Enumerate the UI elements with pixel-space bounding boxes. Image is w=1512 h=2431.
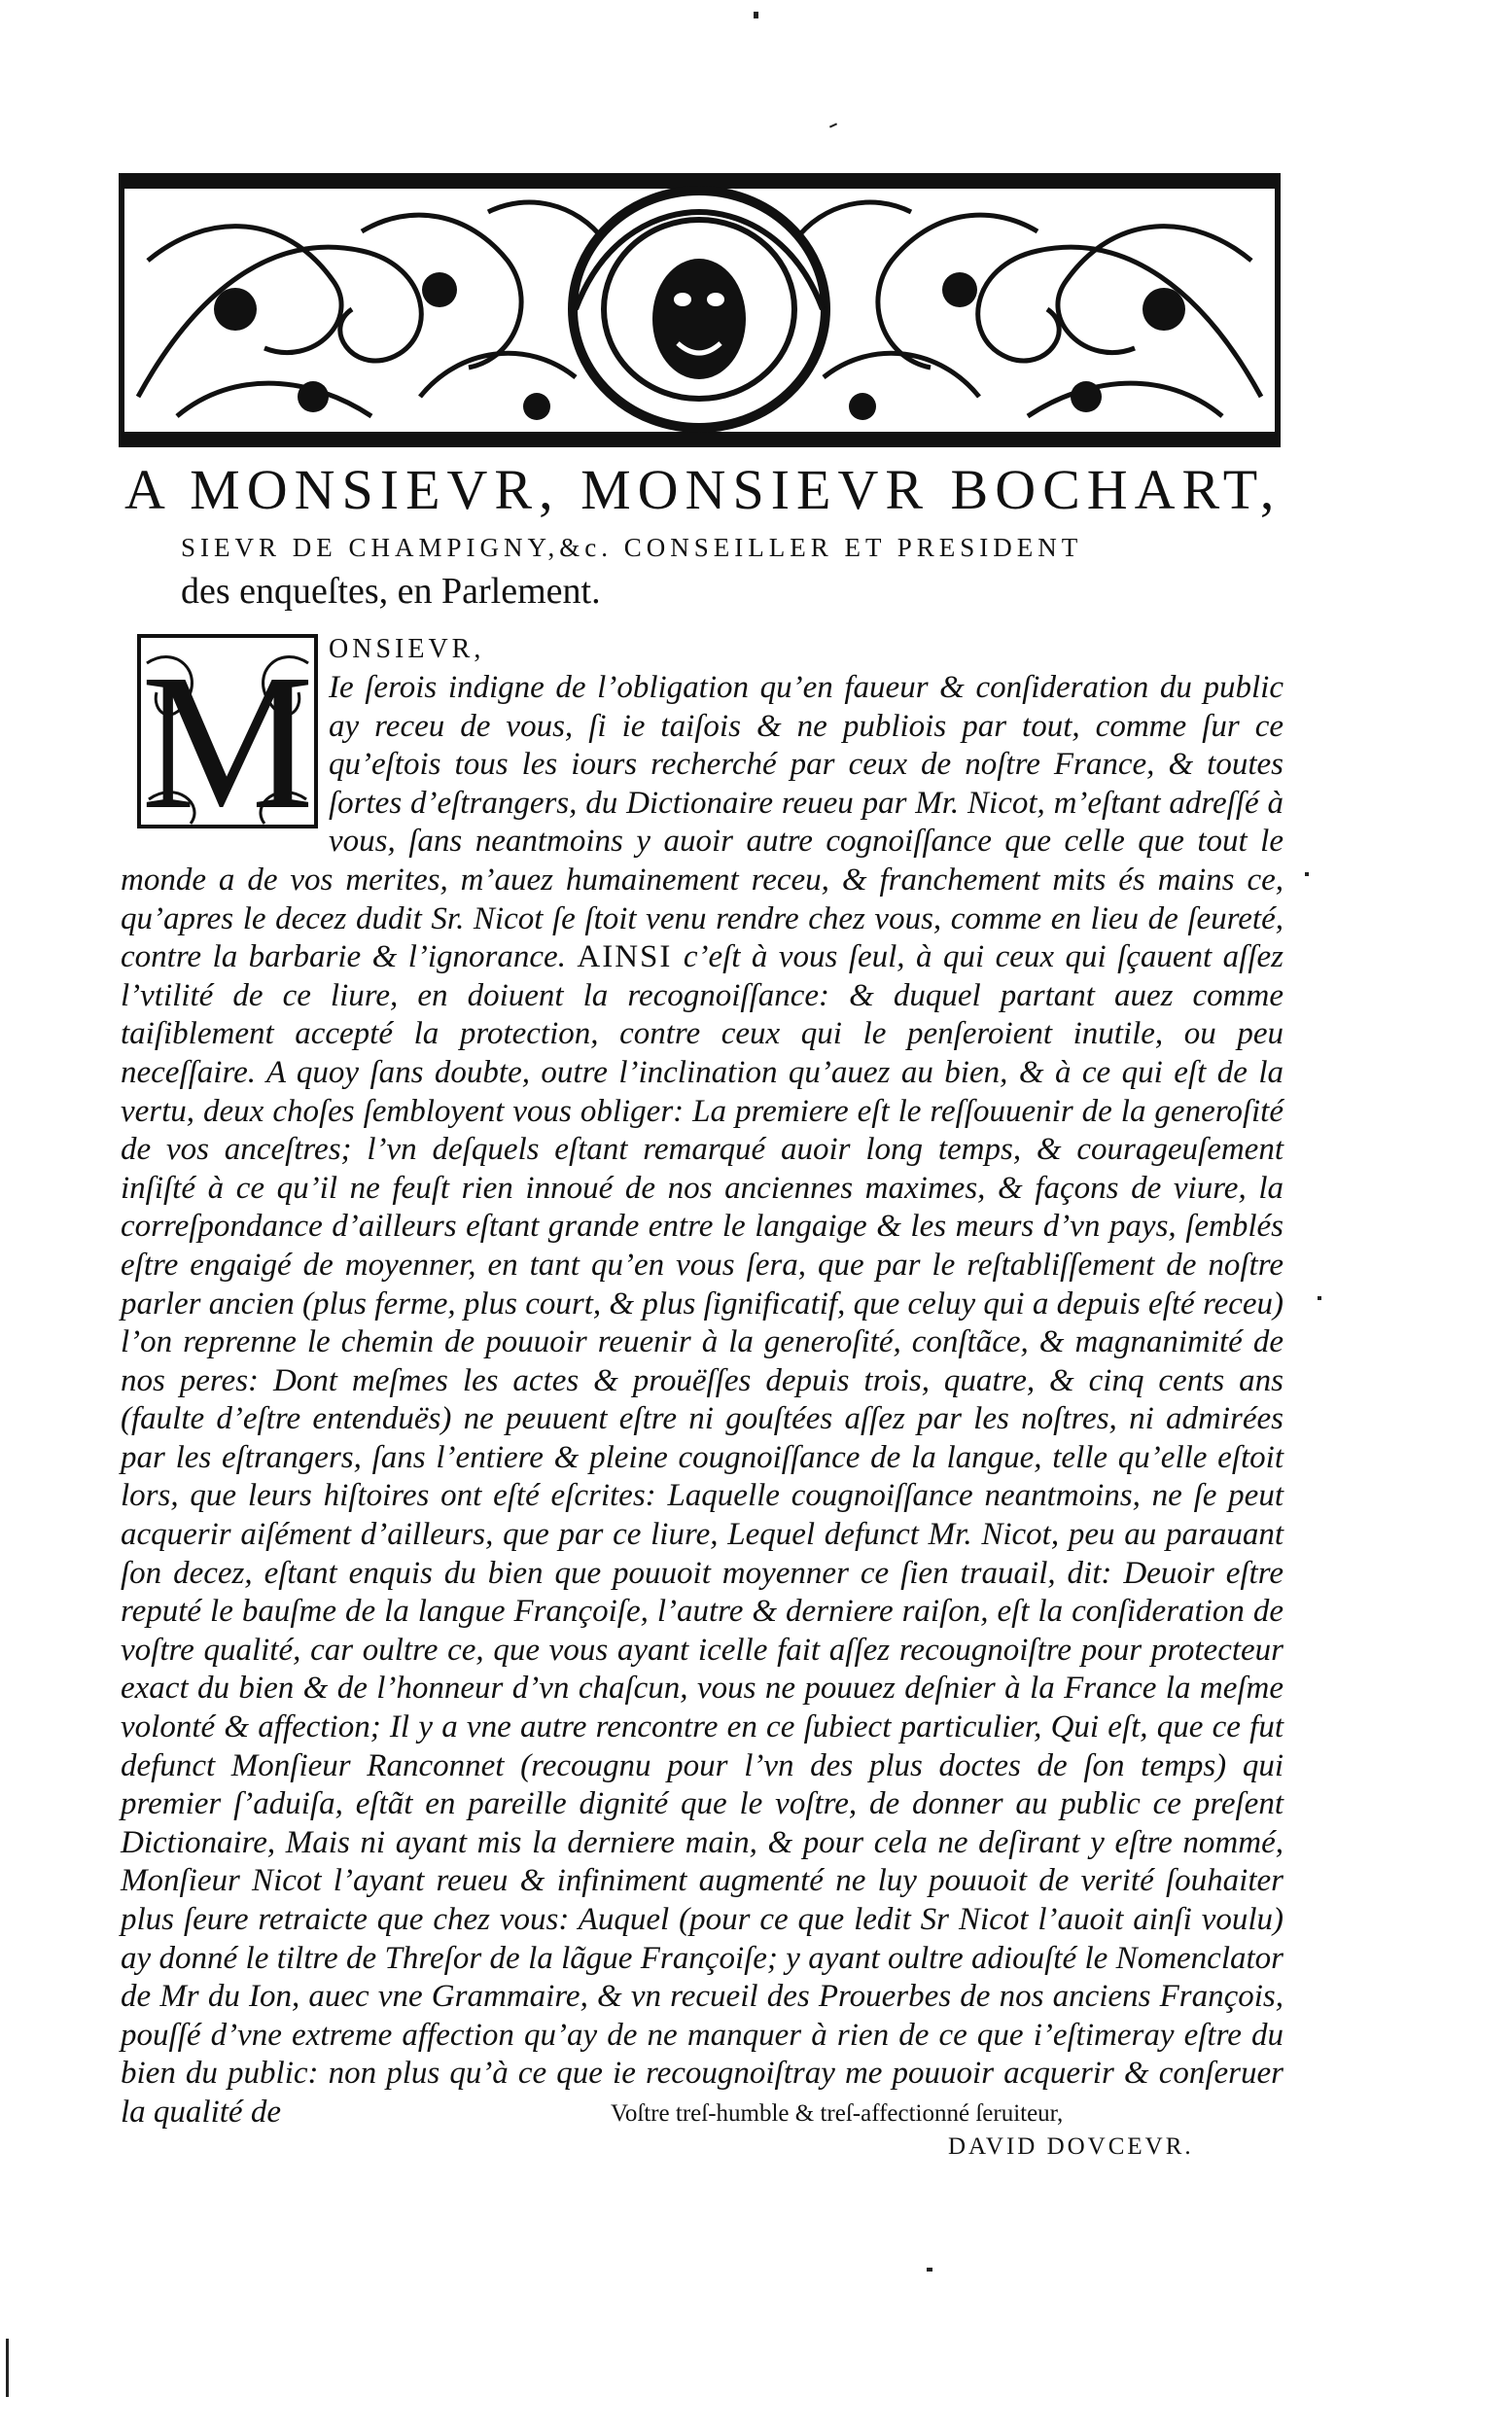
dedication-subtitle-office: des enqueſtes, en Parlement. <box>181 571 601 612</box>
salutation: ONSIEVR, <box>329 634 485 664</box>
ainsi-word: AINSI <box>577 939 673 975</box>
stray-mark <box>1305 872 1309 876</box>
stray-mark <box>1318 1296 1321 1300</box>
stray-mark <box>6 2339 9 2397</box>
initial-letter: M <box>141 635 314 828</box>
letter-body-part2: c’eſt à vous ſeul, à qui ceux qui ſçauent aſſez l’vtilité de ce liure, en doiuent la recognoiſſance: & duquel partant auez comme taiſiblement accepté la protection, contre ceux qui le penſeroient inutile, ou peu neceſſaire. A quoy ſans doubte, outre l’inclination qu’auez au bien, & à ce qui eſt de la vertu, deux choſes ſembloyent vous obliger: La premiere eſt le reſſouuenir de la generoſité de vos anceſtres; l’vn deſquels eſtant remarqué auoir long temps, & courageuſement inſiſté à ce qu’il ne feuſt rien innoué de nos anciennes maximes, & façons de viure, la correſpondance d’ailleurs eſtant grande entre le langaige & les meurs d’vn pays, ſemblés eſtre engaigé de moyenner, en tant qu’en vous ſera, que par le reſtabliſſement de noſtre parler ancien (plus ferme, plus court, & plus ſignificatif, que celuy qui a depuis eſté receu) l’on reprenne le chemin de pouuoir reuenir à la generoſité, conſtãce, & magnanimité de nos peres: Dont meſmes les actes & prouëſſes depuis trois, quatre, & cinq cents ans (faulte d’eſtre entenduës) ne peuuent eſtre ni gouſtées aſſez par les noſtres, ni admirées par les eſtrangers, ſans l’entiere & pleine cougnoiſſance de la langue, telle qu’elle eſtoit lors, que leurs hiſtoires ont eſté eſcrites: Laquelle cougnoiſſance neantmoins, ne ſe peut acquerir aiſément d’ailleurs, que par ce liure, Lequel defunct Mr. Nicot, peu au parauant ſon decez, eſtant enquis du bien que pouuoit moyenner ce ſien trauail, dit: Deuoir eſtre reputé le bauſme de la langue Françoiſe, l’autre & derniere raiſon, eſt la conſideration de voſtre qualité, car oultre ce, que vous ayant icelle fait aſſez recougnoiſtre pour protecteur exact du bien & de l’honneur d’vn chaſcun, vous ne pouuez deſnier à la France la meſme volonté & affection; Il y a vne autre rencontre en ce ſubiect particulier, Qui eſt, que ce fut defunct Monſieur Ranconnet (recougnu pour l’vn des plus doctes de ſon temps) qui premier ſ’aduiſa, eſtãt en pareille dignité que le voſtre, de donner au public ce preſent Dictionaire, Mais ni ayant mis la derniere main, & pour cela ne deſirant y eſtre nommé, Monſieur Nicot l’ayant reueu & infiniment augmenté ne luy pouuoit de verité ſouhaiter plus ſeure retraicte que chez vous: Auquel (pour ce que ledit Sr Nicot l’auoit ainſi voulu) ay donné le tiltre de Threſor de la lãgue Françoiſe; y ayant oultre adiouſté le Nomenclator de Mr du Ion, auec vne Grammaire, & vn recueil des Prouerbes de nos anciens François, pouſſé d’vne extreme affection qu’ay de ne manquer à rien de ce que i’eſtimeray eſtre du bien du public: non plus qu’à ce que ie recougnoiſtray me pouuoir acquerir & conſeruer la qualité de <box>121 939 1284 2130</box>
stray-mark <box>754 12 758 18</box>
letter-body-part1: Ie ſerois indigne de l’obligation qu’en faueur & conſideration du public ay receu de vous, ſi ie taiſois & ne publiois par tout, comme ſur ce qu’eſtois tous les iours recherché par ceux de noſtre France, & toutes ſortes d’eſtrangers, du Dictionaire reueu par Mr. Nicot, m’eſtant adreſſé à vous, ſans neantmoins y auoir autre cognoiſſance que celle que tout le monde a de vos merites, m’auez humainement receu, & franchement mits és mains ce, qu’apres le decez dudit Sr. Nicot ſe ſtoit venu rendre chez vous, comme en lieu de ſeureté, contre la barbarie & l’ignorance. <box>121 670 1283 975</box>
letter-body <box>121 669 1283 2132</box>
initial-space <box>121 669 329 859</box>
dedication-subtitle: SIEVR DE CHAMPIGNY,&c. CONSEILLER ET PRESIDENT <box>181 533 1083 562</box>
stray-mark <box>829 123 837 127</box>
closing-signoff: Voſtre treſ-humble & treſ-affectionné ſeruiteur, <box>611 2100 1064 2127</box>
stray-mark <box>927 2268 932 2272</box>
ornamental-headpiece <box>119 173 1281 447</box>
dedication-title: A MONSIEVR, MONSIEVR BOCHART, <box>124 458 1282 521</box>
signature: DAVID DOVCEVR. <box>948 2133 1194 2160</box>
